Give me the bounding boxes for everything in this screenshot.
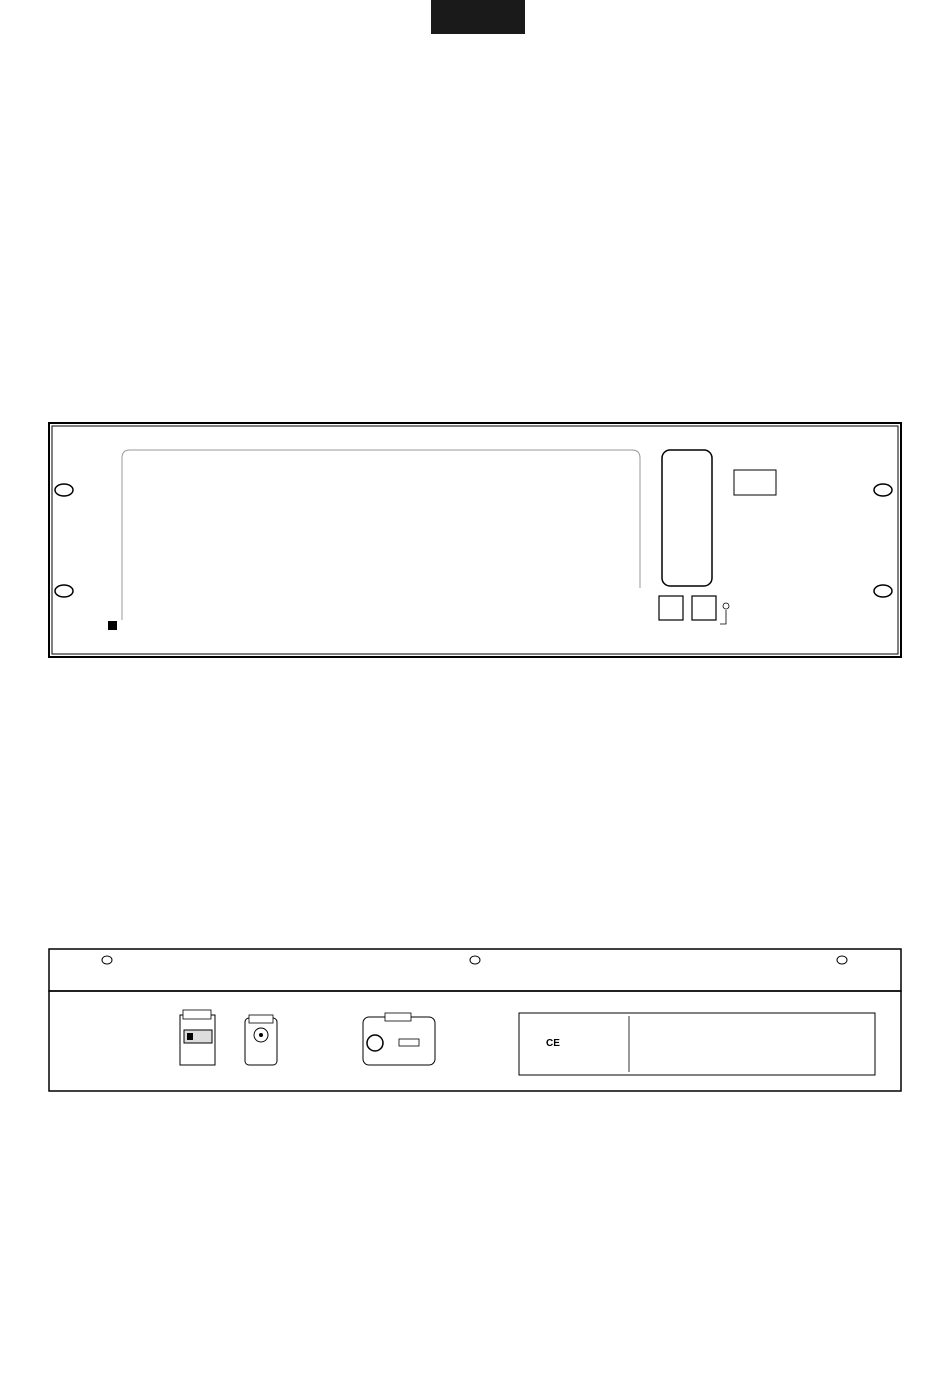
xlr-socket	[367, 1035, 383, 1051]
rear-panel-diagram	[0, 940, 950, 1140]
dc-input-label-box	[249, 1015, 273, 1023]
master-frame	[662, 450, 712, 586]
type-plate-frame	[519, 1013, 875, 1075]
dmx-out-label-box	[385, 1013, 411, 1021]
dc-jack-pin	[259, 1033, 263, 1037]
rack-hole	[874, 484, 892, 496]
power-label-box	[183, 1010, 211, 1019]
rear-hole	[102, 956, 112, 964]
chassis-outline	[49, 423, 901, 657]
power-indicator	[108, 621, 117, 630]
standby-led	[723, 603, 729, 609]
rear-hole	[470, 956, 480, 964]
rack-hole	[55, 484, 73, 496]
standby-led-line	[720, 610, 726, 624]
standby-button[interactable]	[692, 596, 716, 620]
rack-hole	[55, 585, 73, 597]
channel-frame	[122, 450, 640, 620]
rear-top-strip	[49, 949, 901, 991]
chassis-inner	[52, 426, 898, 654]
rear-hole	[837, 956, 847, 964]
polarity-switch	[399, 1039, 419, 1046]
ce-mark: CE	[546, 1038, 560, 1049]
rack-hole	[874, 585, 892, 597]
dc-input-socket[interactable]	[245, 1015, 277, 1065]
power-switch[interactable]	[180, 1010, 215, 1065]
rear-panel	[49, 991, 901, 1091]
full-on-button[interactable]	[659, 596, 683, 620]
display	[734, 470, 776, 495]
dmx-output-socket[interactable]	[363, 1013, 435, 1065]
type-plate	[519, 1013, 875, 1075]
rocker-marker	[187, 1033, 193, 1040]
